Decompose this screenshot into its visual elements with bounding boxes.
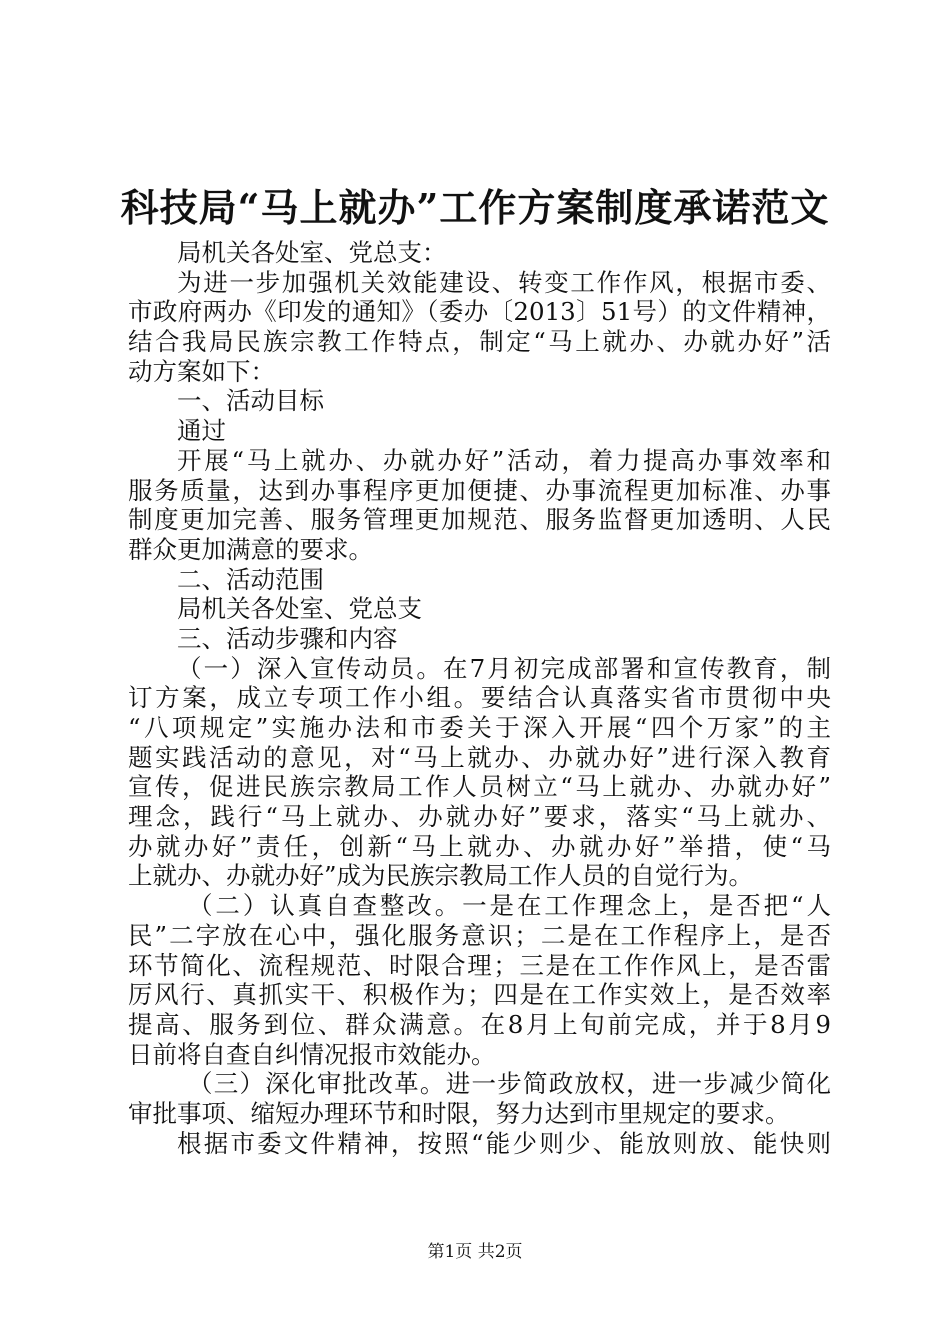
text-line: 局机关各处室、党总支 [177, 594, 422, 624]
document-title: 科技局“马上就办”工作方案制度承诺范文 [120, 185, 830, 230]
text-line: 根据市委文件精神，按照“能少则少、能放则放、能快则 [177, 1128, 831, 1158]
paragraph-step-3 [128, 1069, 831, 1128]
text-line: 为进一步加强机关效能建设、转变工作作风，根据市委、 [177, 267, 831, 297]
text-line: （二）认真自查整改。一是在工作理念上，是否把“人 [188, 891, 831, 921]
text-line: 民”二字放在心中，强化服务意识；二是在工作程序上，是否 [128, 920, 831, 950]
text-line: “八项规定”实施办法和市委关于深入开展“四个万家”的主 [128, 713, 831, 742]
section-heading-3 [128, 624, 831, 654]
text-line: 厉风行、真抓实干、积极作为；四是在工作实效上，是否效率 [128, 980, 831, 1010]
text-line: 题实践活动的意见，对“马上就办、办就办好”进行深入教育 [128, 742, 831, 772]
text-line: 审批事项、缩短办理环节和时限，努力达到市里规定的要求。 [128, 1098, 790, 1128]
text-line: 动方案如下： [128, 356, 275, 386]
text-line: 服务质量，达到办事程序更加便捷、办事流程更加标准、办事 [128, 475, 831, 505]
text-line: 一、活动目标 [177, 386, 324, 416]
paragraph-goal [128, 446, 831, 565]
text-line: 结合我局民族宗教工作特点，制定“马上就办、办就办好”活 [128, 327, 831, 357]
paragraph-salutation [128, 238, 831, 268]
text-line: 制度更加完善、服务管理更加规范、服务监督更加透明、人民 [128, 505, 831, 535]
text-line: 二、活动范围 [177, 564, 324, 594]
text-line: （一）深入宣传动员。在7月初完成部署和宣传教育，制 [177, 653, 831, 683]
text-line: 理念，践行“马上就办、办就办好”要求，落实“马上就办、 [128, 802, 831, 832]
text-line: 群众更加满意的要求。 [128, 534, 373, 564]
text-line: 局机关各处室、党总支： [177, 238, 447, 267]
section-heading-1 [128, 386, 831, 416]
text-line: 通过 [177, 416, 226, 446]
page-number-footer: 第1页 共2页 [427, 1242, 523, 1262]
paragraph-goal-lead [128, 416, 831, 446]
text-line: 市政府两办《印发的通知》（委办〔2013〕51号）的文件精神， [128, 297, 831, 327]
text-line: 宣传，促进民族宗教局工作人员树立“马上就办、办就办好” [128, 772, 831, 802]
text-line: 环节简化、流程规范、时限合理；三是在工作作风上，是否雷 [128, 950, 831, 980]
text-line: 日前将自查自纠情况报市效能办。 [128, 1039, 496, 1069]
text-line: 三、活动步骤和内容 [177, 623, 398, 653]
paragraph-intro [128, 268, 831, 387]
text-line: （三）深化审批改革。进一步简政放权，进一步减少简化 [188, 1069, 831, 1099]
document-body [128, 238, 831, 1158]
text-line: 订方案，成立专项工作小组。要结合认真落实省市贯彻中央 [128, 683, 831, 713]
text-line: 开展“马上就办、办就办好”活动，着力提高办事效率和 [177, 445, 831, 475]
paragraph-continuation [128, 1129, 831, 1159]
text-line: 提高、服务到位、群众满意。在8月上旬前完成，并于8月9 [128, 1009, 831, 1039]
section-heading-2 [128, 565, 831, 595]
text-line: 上就办、办就办好”成为民族宗教局工作人员的自觉行为。 [128, 861, 754, 891]
paragraph-step-2 [128, 891, 831, 1069]
paragraph-scope [128, 594, 831, 624]
text-line: 办就办好”责任，创新“马上就办、办就办好”举措，使“马 [128, 831, 831, 861]
paragraph-step-1 [128, 654, 831, 892]
